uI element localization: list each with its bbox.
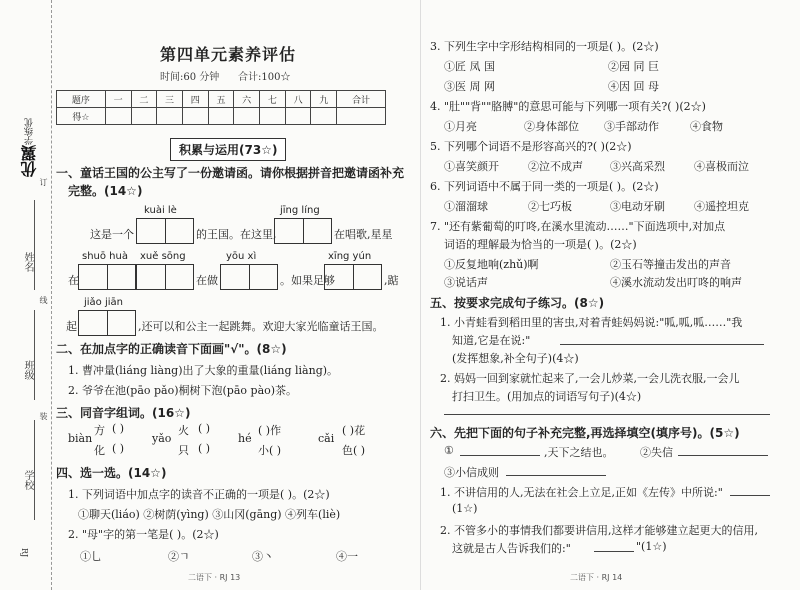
q1-line3-a: 起 bbox=[66, 320, 77, 333]
ding-mark: 订 bbox=[39, 178, 48, 186]
score-header-cell: 九 bbox=[311, 91, 337, 108]
q2-item2: 2. 爷爷在池(pāo pǎo)桐树下泡(pāo pào)茶。 bbox=[68, 384, 298, 397]
q3-he-c1[interactable]: ( )作 bbox=[258, 424, 282, 437]
rs6-i2a: 2. 不管多小的事情我们都要讲信用,这样才能够建立起更大的信用, bbox=[440, 524, 758, 537]
rs6-i2-blank[interactable] bbox=[594, 551, 634, 552]
rq4-opt2: ②身体部位 bbox=[524, 120, 579, 133]
rq7-opt3: ③说话声 bbox=[444, 276, 488, 289]
rj-mark: RJ bbox=[20, 548, 29, 558]
score-header-cell: 四 bbox=[182, 91, 208, 108]
score-input-cell[interactable] bbox=[260, 108, 286, 125]
class-line bbox=[34, 310, 35, 400]
rq4-opt4: ④食物 bbox=[690, 120, 723, 133]
q1-line1-c: 在唱歌,星星 bbox=[334, 228, 393, 241]
q1-line2-a: 在 bbox=[68, 274, 79, 287]
answer-box-youxi[interactable] bbox=[220, 264, 278, 290]
score-input-cell[interactable] bbox=[337, 108, 386, 125]
q1-title-2: 完整。(14☆) bbox=[68, 184, 143, 198]
footer-left: 二语下 · RJ 13 bbox=[188, 573, 241, 582]
score-header-cell: 三 bbox=[157, 91, 183, 108]
score-input-cell[interactable] bbox=[311, 108, 337, 125]
q3-bian-w1[interactable]: ( ) bbox=[112, 422, 125, 435]
rq3-opt2: ②园 同 巨 bbox=[608, 60, 659, 73]
answer-box-jingling[interactable] bbox=[274, 218, 332, 244]
pinyin-kuaile: kuài lè bbox=[144, 205, 177, 216]
q4-title: 四、选一选。(14☆) bbox=[56, 466, 167, 480]
pinyin-jiaojian: jiǎo jiān bbox=[84, 297, 124, 308]
score-header-cell: 二 bbox=[131, 91, 157, 108]
page-divider bbox=[420, 0, 421, 590]
answer-box-xingyun[interactable] bbox=[324, 264, 382, 290]
rq6-opt3: ③电动牙刷 bbox=[610, 200, 665, 213]
pinyin-shuohua: shuō huà bbox=[82, 251, 128, 262]
pinyin-xuesong: xuě sōng bbox=[140, 251, 186, 262]
q3-py-yao: yǎo bbox=[152, 432, 172, 445]
answer-box-xuesong[interactable] bbox=[136, 264, 194, 290]
q4-item1-options: ①聊天(liáo) ②树荫(yìng) ③山冈(gāng) ④列车(liè) bbox=[78, 508, 341, 521]
answer-box-shuohua[interactable] bbox=[78, 264, 136, 290]
q3-cai-c1[interactable]: ( )花 bbox=[342, 424, 366, 437]
score-input-cell[interactable] bbox=[182, 108, 208, 125]
rs6-a2: ②失信 bbox=[640, 446, 673, 459]
score-header-row bbox=[57, 91, 386, 108]
school-label: 学校 bbox=[22, 470, 33, 490]
rq5-opt2: ②泣不成声 bbox=[528, 160, 583, 173]
q3-yao-w1[interactable]: ( ) bbox=[198, 422, 211, 435]
rs5-i1a: 1. 小青蛙看到稻田里的害虫,对着青蛙妈妈说:"呱,呱,呱……"我 bbox=[440, 316, 743, 329]
rs6-a1b: ,天下之结也。 bbox=[544, 446, 614, 459]
class-label: 班级 bbox=[22, 360, 33, 380]
q3-cai-c2[interactable]: 色( ) bbox=[342, 444, 366, 457]
score-header-cell: 八 bbox=[285, 91, 311, 108]
score-header-cell: 合计 bbox=[337, 91, 386, 108]
q3-py-cai: cǎi bbox=[318, 432, 335, 445]
q1-line2-b: 在做 bbox=[196, 274, 218, 287]
zhuang-mark: 装 bbox=[39, 412, 48, 420]
score-table bbox=[56, 90, 386, 125]
score-header-cell: 题序 bbox=[57, 91, 106, 108]
rs6-title: 六、先把下面的句子补充完整,再选择填空(填序号)。(5☆) bbox=[430, 426, 740, 440]
q3-py-he: hé bbox=[238, 432, 252, 445]
q1-line2-d: ,踮 bbox=[384, 274, 399, 287]
rq3-opt3: ③医 周 网 bbox=[444, 80, 495, 93]
rq4-opt1: ①月亮 bbox=[444, 120, 477, 133]
rs6-i2s: "(1☆) bbox=[636, 540, 667, 553]
rs5-i2a: 2. 妈妈一回到家就忙起来了,一会儿炒菜,一会儿洗衣服,一会儿 bbox=[440, 372, 740, 385]
q3-py-bian: biàn bbox=[68, 432, 93, 445]
rq3-opt1: ①匠 凤 国 bbox=[444, 60, 495, 73]
score-row-label: 得☆ bbox=[57, 108, 106, 125]
answer-box-jiaojian[interactable] bbox=[78, 310, 136, 336]
q4-item2-opt4: ④一 bbox=[336, 550, 358, 563]
q4-item2: 2. "母"字的第一笔是( )。(2☆) bbox=[68, 528, 219, 541]
rs5-i1c: (发挥想象,补全句子)(4☆) bbox=[452, 352, 579, 365]
rq6-opt1: ①溜溜球 bbox=[444, 200, 488, 213]
rs5-i1b: 知道,它是在说:" bbox=[452, 334, 531, 347]
q3-yao-w2[interactable]: ( ) bbox=[198, 442, 211, 455]
rs6-i1s: (1☆) bbox=[452, 502, 478, 515]
rq5-opt3: ③兴高采烈 bbox=[610, 160, 665, 173]
name-line bbox=[34, 200, 35, 290]
school-line bbox=[34, 420, 35, 520]
q1-line1-a: 这是一个 bbox=[90, 228, 134, 241]
q3-yao-c1: 火 bbox=[178, 424, 189, 437]
rq6-opt4: ④遥控坦克 bbox=[694, 200, 749, 213]
score-input-cell[interactable] bbox=[234, 108, 260, 125]
name-label: 姓名 bbox=[22, 252, 33, 272]
q1-line2-c: 。如果足够 bbox=[280, 274, 335, 287]
rq5-opt1: ①喜笑颜开 bbox=[444, 160, 499, 173]
rs5-i2b: 打扫卫生。(用加点的词语写句子)(4☆) bbox=[452, 390, 642, 403]
pinyin-xingyun: xīng yún bbox=[328, 251, 372, 262]
q3-bian-c1: 方 bbox=[94, 424, 105, 437]
q3-yao-c2: 只 bbox=[178, 444, 189, 457]
answer-box-kuaile[interactable] bbox=[136, 218, 194, 244]
rs6-a3: ③小信成则 bbox=[444, 466, 499, 479]
q3-he-c2[interactable]: 小( ) bbox=[258, 444, 282, 457]
q4-item1: 1. 下列词语中加点字的读音不正确的一项是( )。(2☆) bbox=[68, 488, 330, 501]
rq5-opt4: ④喜极而泣 bbox=[694, 160, 749, 173]
binding-spine bbox=[0, 0, 52, 590]
rq5: 5. 下列哪个词语不是形容高兴的?( )(2☆) bbox=[430, 140, 632, 153]
q2-item1: 1. 曹冲量(liáng liàng)出了大象的重量(liáng liàng)。 bbox=[68, 364, 339, 377]
score-header-cell: 六 bbox=[234, 91, 260, 108]
q4-item2-opt3: ③丶 bbox=[252, 550, 274, 563]
score-input-cell[interactable] bbox=[285, 108, 311, 125]
rq7-b: 词语的理解最为恰当的一项是( )。(2☆) bbox=[444, 238, 637, 251]
q3-bian-c2: 化 bbox=[94, 444, 105, 457]
rq6: 6. 下列词语中不属于同一类的一项是( )。(2☆) bbox=[430, 180, 659, 193]
q3-title: 三、同音字组词。(16☆) bbox=[56, 406, 191, 420]
rq7-opt2: ②玉石等撞击发出的声音 bbox=[610, 258, 731, 271]
rs6-i2b: 这就是古人告诉我们的:" bbox=[452, 542, 571, 555]
pinyin-youxi: yōu xì bbox=[226, 251, 257, 262]
q2-title: 二、在加点字的正确读音下面画"√"。(8☆) bbox=[56, 342, 287, 356]
rs6-i1-blank[interactable] bbox=[730, 495, 770, 496]
rs5-i1-answer-line[interactable] bbox=[560, 344, 764, 345]
q4-item2-opt1: ①乚 bbox=[80, 550, 102, 563]
section-banner: 积累与运用(73☆) bbox=[170, 138, 286, 161]
score-header-cell: 七 bbox=[260, 91, 286, 108]
q3-bian-w2[interactable]: ( ) bbox=[112, 442, 125, 455]
score-header-cell: 一 bbox=[105, 91, 131, 108]
rs6-a3-blank[interactable] bbox=[506, 475, 606, 476]
q4-item2-opt2: ②ㄱ bbox=[168, 550, 190, 563]
brand-logo: 优翼学练优 bbox=[20, 118, 39, 177]
rq6-opt2: ②七巧板 bbox=[528, 200, 572, 213]
score-input-cell[interactable] bbox=[105, 108, 131, 125]
xian-mark: 线 bbox=[39, 296, 48, 304]
q1-title: 一、童话王国的公主写了一份邀请函。请你根据拼音把邀请函补充 bbox=[56, 166, 405, 180]
rs6-a2-blank[interactable] bbox=[678, 455, 768, 456]
footer-right: 二语下 · RJ 14 bbox=[570, 573, 623, 582]
q1-line1-b: 的王国。在这里, bbox=[196, 228, 277, 241]
rs6-a1-blank[interactable] bbox=[460, 455, 540, 456]
rq7-opt1: ①反复地响(zhǔ)啊 bbox=[444, 258, 539, 271]
rq7: 7. "还有紫葡萄的叮咚,在溪水里流动……"下面选项中,对加点 bbox=[430, 220, 726, 233]
rq3: 3. 下列生字中字形结构相同的一项是( )。(2☆) bbox=[430, 40, 659, 53]
time-info: 时间:60 分钟 bbox=[160, 72, 220, 83]
rs6-i1: 1. 不讲信用的人,无法在社会上立足,正如《左传》中所说:" bbox=[440, 486, 723, 499]
rq4: 4. "肚""背""胳膊"的意思可能与下列哪一项有关?( )(2☆) bbox=[430, 100, 706, 113]
total-info: 合计:100☆ bbox=[238, 72, 291, 83]
rs6-a1: ① bbox=[444, 444, 454, 457]
score-value-row bbox=[57, 108, 386, 125]
rq3-opt4: ④因 回 母 bbox=[608, 80, 659, 93]
score-input-cell[interactable] bbox=[157, 108, 183, 125]
page-title: 第四单元素养评估 bbox=[160, 45, 297, 64]
rs5-i2-answer-line[interactable] bbox=[444, 414, 770, 415]
pinyin-jingling: jīng líng bbox=[280, 205, 320, 216]
score-input-cell[interactable] bbox=[208, 108, 234, 125]
q1-line3-b: ,还可以和公主一起跳舞。欢迎大家光临童话王国。 bbox=[138, 320, 384, 333]
rq7-opt4: ④溪水流动发出叮咚的响声 bbox=[610, 276, 742, 289]
score-input-cell[interactable] bbox=[131, 108, 157, 125]
score-header-cell: 五 bbox=[208, 91, 234, 108]
rq4-opt3: ③手部动作 bbox=[604, 120, 659, 133]
rs5-title: 五、按要求完成句子练习。(8☆) bbox=[430, 296, 605, 310]
